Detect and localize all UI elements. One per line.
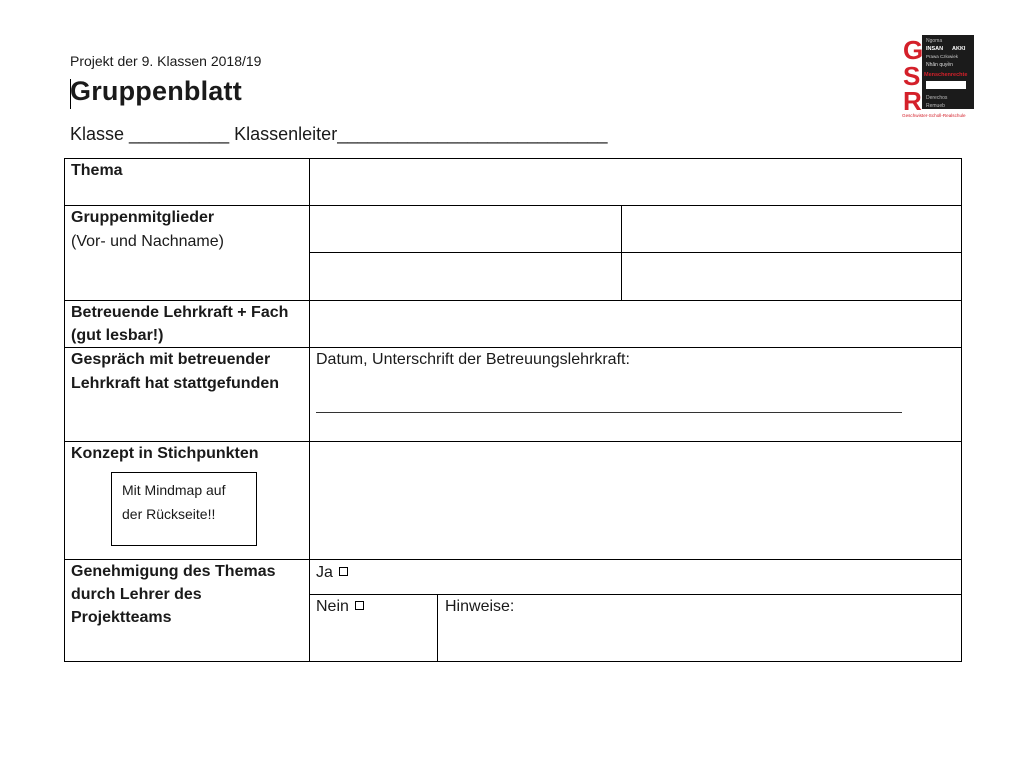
option-nein-label: Nein	[316, 598, 349, 615]
label-genehmigung-3: Projektteams	[71, 609, 172, 626]
option-ja[interactable]	[316, 562, 348, 584]
input-lehrkraft[interactable]	[311, 302, 961, 347]
logo-word: Remueb	[926, 103, 945, 109]
logo-word-highlight: Menschenrechte	[924, 72, 968, 78]
label-gespraech-2: Lehrkraft hat stattgefunden	[71, 375, 280, 392]
option-nein[interactable]	[316, 596, 364, 618]
mindmap-note-line-1: Mit Mindmap auf	[122, 482, 226, 498]
logo-word: AKKI	[952, 46, 966, 52]
label-betreuende-lehrkraft: Betreuende Lehrkraft + Fach	[71, 304, 289, 321]
label-datum-unterschrift: Datum, Unterschrift der Betreuungslehrkraft:	[316, 351, 630, 368]
label-genehmigung-2: durch Lehrer des	[71, 586, 202, 603]
input-member-1[interactable]	[311, 207, 621, 252]
logo-word: INSAN	[926, 46, 944, 52]
checkbox-ja[interactable]	[339, 567, 348, 576]
label-vor-nachname: (Vor- und Nachname)	[71, 233, 224, 250]
input-member-2[interactable]	[623, 207, 961, 252]
logo-letter-r: R	[903, 86, 922, 116]
logo-letter-s: S	[903, 61, 921, 91]
input-hinweise[interactable]	[439, 618, 961, 661]
logo-letter-g: G	[903, 35, 924, 65]
label-hinweise: Hinweise:	[445, 598, 515, 615]
option-ja-label: Ja	[316, 564, 333, 581]
logo-word: Nhân quyền	[926, 62, 953, 68]
label-gut-lesbar: (gut lesbar!)	[71, 327, 164, 344]
checkbox-nein[interactable]	[355, 601, 364, 610]
logo-caption: Geschwister-Scholl-Realschule	[902, 113, 966, 118]
logo-word: Prawa Człowiek	[926, 54, 959, 59]
logo-word: Derechos	[926, 95, 948, 101]
input-member-4[interactable]	[623, 254, 961, 300]
page-title: Gruppenblatt	[70, 76, 242, 106]
label-konzept: Konzept in Stichpunkten	[71, 445, 259, 462]
logo-word: Ngoma	[926, 38, 943, 44]
label-gruppenmitglieder: Gruppenmitglieder	[71, 209, 215, 226]
signature-line[interactable]	[316, 412, 902, 413]
label-thema: Thema	[71, 162, 123, 179]
label-genehmigung-1: Genehmigung des Themas	[71, 563, 276, 580]
input-thema[interactable]	[311, 160, 961, 205]
project-line: Projekt der 9. Klassen 2018/19	[70, 53, 262, 69]
class-teacher-line[interactable]: Klasse __________ Klassenleiter___________________________	[70, 124, 608, 144]
input-konzept[interactable]	[311, 443, 961, 559]
input-member-3[interactable]	[311, 254, 621, 300]
label-gespraech-1: Gespräch mit betreuender	[71, 351, 271, 368]
mindmap-note-box	[111, 472, 257, 546]
mindmap-note-line-2: der Rückseite!!	[122, 506, 216, 522]
